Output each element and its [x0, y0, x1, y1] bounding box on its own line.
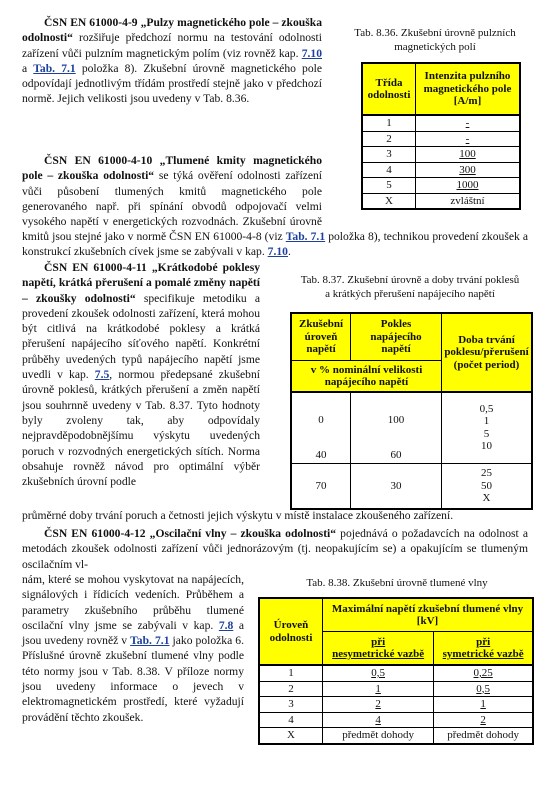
tab37-header-duration: Doba trvání poklesu/přerušení (počet period): [442, 313, 533, 392]
heading-61000-4-10: ČSN EN 61000-4-10 „Tlumené kmity magnetického pole – zkouška odolnosti“: [22, 154, 322, 183]
table-row: 3 100: [362, 147, 520, 163]
table-row: 1 -: [362, 115, 520, 131]
paragraph-61000-4-11: ČSN EN 61000-4-11 „Krátkodobé poklesy napětí, krátká přerušení a pomalé změny napětí – zkoušky odolnosti“ specifikuje metodiku a provedení zkoušek odolnosti zařízení, která mohou být citlivá na krátkodobé poklesy a krátká přerušení napájecího síťového napětí. Konkrétní průběhy uvedených typů napájecího napětí jsme uvedli v kap. 7.5, normou předepsané zkušební úrovně poklesů, krátkých přerušení a změn napětí jsou souhrnně uvedeny v Tab. 8.37. Tyto hodnoty byly zvoleny tak, aby odpovídaly nejpravděpodobnějšímu výskytu uvedených poruch v rozvodných energetických sítích. Norma obsahuje rovněž návod pro optimální výběr zkušebních úrovní podle: [22, 261, 260, 489]
table-row: 2 1 0,5: [259, 681, 533, 697]
tab36-header-intensity: Intenzita pulzního magnetického pole [A/m]: [416, 63, 521, 115]
paragraph-61000-4-12-cont: nám, které se mohou vyskytovat na napájecích, signálových i řídicích vedeních. Průběhem a parametry zkušebního průběhu tlumené oscilační vlny jsme se zabývali v kap. 7.8 a jsou uvedeny rovněž v Tab. 7.1 jako položka 6. Příslušné úrovně zkušební tlumené vlny podle této normy jsou v Tab. 8.38. V příloze normy jsou uvedeny informace o jevech v elektromagnetickém prostředí, které vyžadují provádění těchto zkoušek.: [22, 573, 244, 724]
tab38-table: [258, 597, 534, 745]
table-row: 4 300: [362, 162, 520, 178]
paragraph-61000-4-11-cont: průměrné doby trvání poruch a četnosti jejich výskytu v místě instalace zkoušeného zařízení.: [22, 509, 454, 522]
paragraph-61000-4-12: ČSN EN 61000-4-12 „Oscilační vlny – zkouška odolnosti“ pojednává o požadavcích na odolnost a metodách zkoušek odolnosti zařízení vůči jednorázovým (tj. neopakujícím se) a opakujícím se tlumeným oscilačním vl-: [22, 527, 528, 571]
table-row: 70 30 25 50 X: [291, 463, 532, 509]
table-row: 1 0,5 0,25: [259, 665, 533, 681]
tab38-caption: Tab. 8.38. Zkušební úrovně tlumené vlny: [306, 577, 488, 589]
link-kap-7-5[interactable]: 7.5: [94, 368, 110, 382]
table-row: 2 -: [362, 131, 520, 147]
paragraph-61000-4-9: ČSN EN 61000-4-9 „Pulzy magnetického pole – zkouška odolnosti“ rozšiřuje předchozí normu na testování odolnosti zařízení vůči pulzním magnetickým polím (viz rovněž kap. 7.10 a Tab. 7.1 položka 8). Zkušební úrovně magnetického pole odpovídají jednotlivým třídám prostředí stejně jako v předchozí normě. Jejich velikosti jsou uvedeny v Tab. 8.36.: [22, 16, 323, 106]
tab37-caption: Tab. 8.37. Zkušební úrovně a doby trvání poklesů a krátkých přerušení napájecího napětí: [300, 274, 520, 300]
tab36-table: [361, 62, 521, 210]
heading-61000-4-11: ČSN EN 61000-4-11 „Krátkodobé poklesy napětí, krátká přerušení a pomalé změny napětí – zkoušky odolnosti“: [22, 261, 260, 305]
tab37-header-drop: Pokles napájecího napětí: [351, 313, 442, 361]
tab36-header-class: Třída odolnosti: [362, 63, 416, 115]
link-kap-7-10[interactable]: 7.10: [301, 46, 322, 60]
table-row: 40 60: [291, 448, 532, 463]
tab37-header-level: Zkušební úroveň napětí: [291, 313, 351, 361]
paragraph-61000-4-10-cont: kmitů jsou stejné jako v normě ČSN EN 61000-4-8 (viz Tab. 7.1 položka 8), technikou provedení zkoušek a konstrukcí zkušebních cívek jsme se zabývali v kap. 7.10.: [22, 230, 528, 259]
link-tab-7-1-c[interactable]: Tab. 7.1: [130, 634, 170, 648]
tab38-header-symmetric: při symetrické vazbě: [434, 632, 533, 666]
heading-61000-4-12: ČSN EN 61000-4-12 „Oscilační vlny – zkouška odolnosti“: [44, 527, 337, 540]
heading-61000-4-9: ČSN EN 61000-4-9 „Pulzy magnetického pole – zkouška odolnosti“: [22, 16, 322, 45]
table-row: 4 4 2: [259, 712, 533, 728]
table-row: 0 100 0,5 1 5 10: [291, 392, 532, 448]
table-row: X předmět dohody předmět dohody: [259, 728, 533, 744]
tab38-header-asymmetric: při nesymetrické vazbě: [323, 632, 434, 666]
tab38-header-max-voltage: Maximální napětí zkušební tlumené vlny [kV]: [323, 598, 534, 632]
link-tab-7-1-b[interactable]: Tab. 7.1: [285, 230, 326, 243]
link-tab-7-1[interactable]: Tab. 7.1: [33, 61, 76, 75]
tab37-table: [290, 312, 533, 510]
table-row: X zvláštní: [362, 193, 520, 209]
tab36-caption: Tab. 8.36. Zkušební úrovně pulzních magnetických polí: [354, 27, 516, 53]
tab37-header-nominal: v % nominální velikosti napájecího napětí: [291, 361, 442, 393]
table-row: 5 1000: [362, 178, 520, 194]
table-row: 3 2 1: [259, 697, 533, 713]
link-kap-7-10-b[interactable]: 7.10: [267, 245, 288, 259]
paragraph-61000-4-10: ČSN EN 61000-4-10 „Tlumené kmity magnetického pole – zkouška odolnosti“ se týká ověření odolnosti zařízení vůči působení tlumených kmitů magnetického pole generovaného např. při spínání obvodů odpojovačí velmi vysokého napětí v energetických rozvodnách. Zkušební úrovně: [22, 154, 322, 229]
tab38-header-level: Úroveň odolnosti: [259, 598, 323, 665]
link-kap-7-8[interactable]: 7.8: [218, 618, 234, 632]
